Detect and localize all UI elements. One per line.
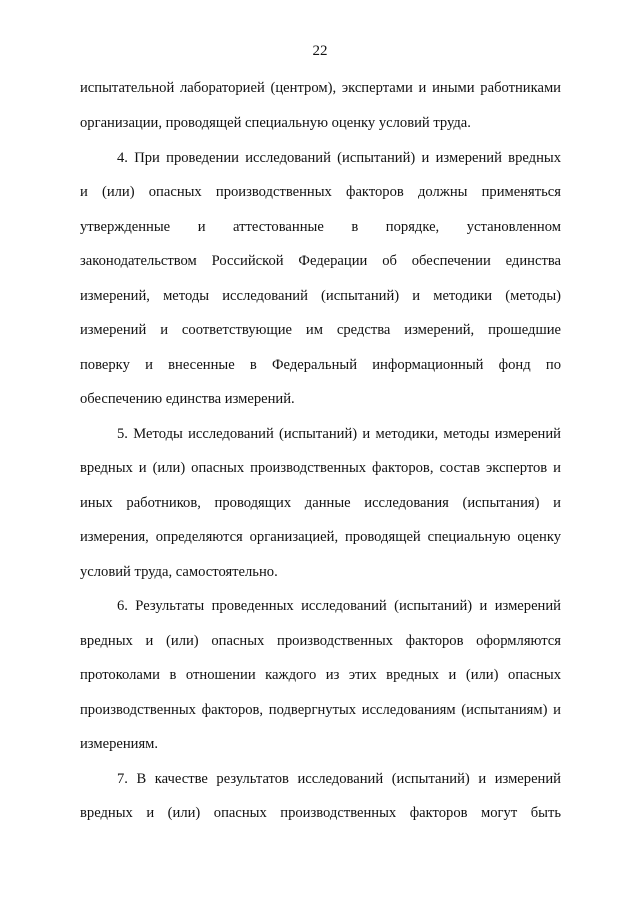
text-line: протоколами в отношении каждого из этих вредных и (или) опасных <box>80 667 561 683</box>
paragraph-7-first-line: 7. В качестве результатов исследований (испытаний) и измерений <box>117 771 561 787</box>
paragraph-5-first-line: 5. Методы исследований (испытаний) и методики, методы измерений <box>117 426 561 442</box>
text-line: измерений, методы исследований (испытаний) и методики (методы) <box>80 288 561 304</box>
text-line: утвержденные и аттестованные в порядке, установленном <box>80 219 561 235</box>
text-line: обеспечению единства измерений. <box>80 391 295 407</box>
text-line: и (или) опасных производственных факторов должны применяться <box>80 184 561 200</box>
text-line: производственных факторов, подвергнутых исследованиям (испытаниям) и <box>80 702 561 718</box>
paragraph-6-first-line: 6. Результаты проведенных исследований (испытаний) и измерений <box>117 598 561 614</box>
text-line: организации, проводящей специальную оценку условий труда. <box>80 115 471 131</box>
text-line: измерений и соответствующие им средства измерений, прошедшие <box>80 322 561 338</box>
paragraph-4-first-line: 4. При проведении исследований (испытаний) и измерений вредных <box>117 150 561 166</box>
text-line: поверку и внесенные в Федеральный информационный фонд по <box>80 357 561 373</box>
text-line: испытательной лабораторией (центром), экспертами и иными работниками <box>80 80 561 96</box>
text-line: иных работников, проводящих данные исследования (испытания) и <box>80 495 561 511</box>
text-line: вредных и (или) опасных производственных факторов могут быть <box>80 805 561 821</box>
text-line: законодательством Российской Федерации об обеспечении единства <box>80 253 561 269</box>
text-line: условий труда, самостоятельно. <box>80 564 278 580</box>
text-line: измерениям. <box>80 736 159 752</box>
page-number: 22 <box>312 43 328 59</box>
text-line: вредных и (или) опасных производственных факторов, состав экспертов и <box>80 460 561 476</box>
text-line: вредных и (или) опасных производственных факторов оформляются <box>80 633 561 649</box>
text-line: измерения, определяются организацией, проводящей специальную оценку <box>80 529 561 545</box>
